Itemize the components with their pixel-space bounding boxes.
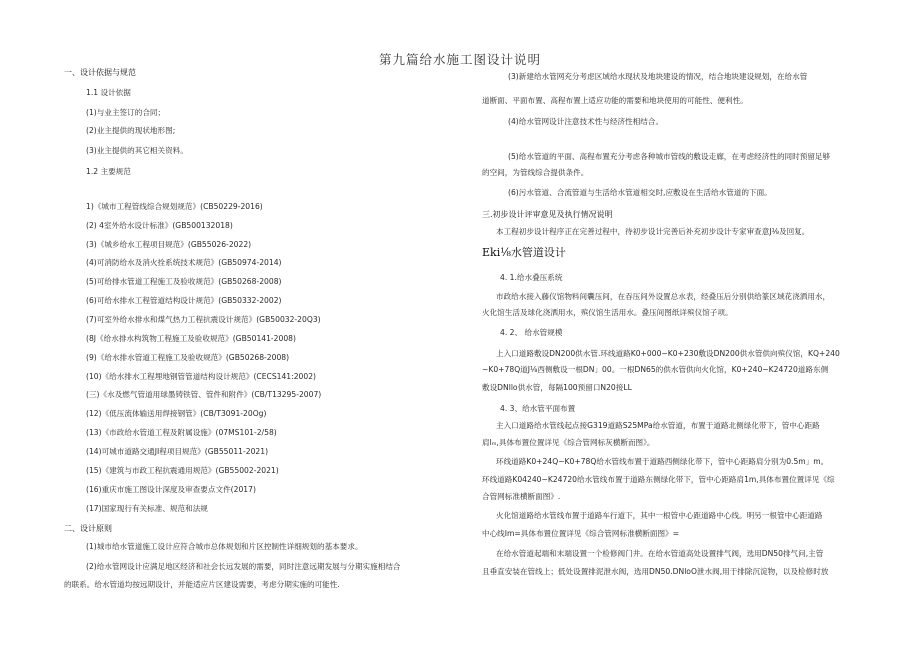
standard-item: (16)重庆市施工图设计深度及审查要点文件(2017) [86,485,256,494]
text-line: (1)与业主签订的合同； [86,108,166,117]
section-heading-2: 二、设计原则 [64,524,112,533]
text-line: 中心线Im=具体布置位置详见《综合管网标准横断面图》= [482,529,680,538]
text-line: 的联系。给水管道均按远期设计，并能适应片区建设需要，考虑分期实施的可能性. [64,580,340,589]
text-line: 且垂直安装在管线上；低处设置排泥泄水阀，选用DN50.DNloO泄水阀,用于排除沉淀物，以及检修时放 [482,567,829,576]
text-line: (1)城市给水管道施工设计应符合城市总体规划和片区控制性详细规划的基本要求。 [86,542,363,551]
text-line: 火化馆生活及球化浇洒用水，殡仪馆生活用水。叠压间图纸详殡仪馆子项。 [482,308,733,317]
section-heading-3: 三.初步设计评审意见及执行情况说明 [482,210,613,219]
standard-item: (6)可给水排水工程管道结构设计规范》(GB50332-2002) [86,296,282,305]
text-line: (5)给水管道的平面、高程布置充分考虑各种城市管线的敷设走廊，在考虑经济性的同时预留足够 [508,152,831,161]
text-line: (3)业主提供的其它相关资料。 [86,146,188,155]
standard-item: (17)国家现行有关标准、规范和法规 [86,504,208,513]
text-line: 火化馆道路给水管线布置于道路车行道下，其中一根管中心距道路中心线。明另一根管中心距道路 [496,511,823,520]
standard-item: (12)《低压流体输送用焊接钢管》(CB/T3091-20Og) [86,409,267,418]
text-line: 主入口道路给水管线起点接G319道路S25MPa给水管道，布置于道路北侧绿化带下，管中心距路 [496,421,820,430]
text-line: 市政给水接入藤仪馆物料间囊压间，在吞压间外设置总水表，经叠压后分别供给篆区域花浇洒用水， [496,292,831,301]
document-title: 第九篇给水施工图设计说明 [378,52,541,67]
section-heading-1: 一、设计依据与规范 [64,68,136,77]
subsection-1-1: 1.1 设计依据 [86,88,131,97]
text-line: 敷设DNllo供水管，每隔100预留口N20接LL [482,383,632,392]
standard-item: (14)可城市道路交通JI程项目规范》(GB55011-2021) [86,447,269,456]
standard-item: (10)《给水排水工程埋地钢管管道结构设计规范》(CECS141:2002) [86,372,316,381]
standard-item: 1)《城市工程管线综合规划规范》(CB50229-2016) [86,202,263,211]
text-line: 合管网标准横断面图》. [482,492,561,501]
text-line: 上入口道路敷设DN200供水管.环线道路K0+000~K0+230敷设DN200供水管供向殡仪馆，KQ+240 [496,349,840,358]
subsection-4-2: 4. 2、 给水管规模 [500,328,563,337]
standard-item: (2) 4室外给水设计标准》(GB500132018) [86,221,233,230]
text-line: 的空间，为管线综合提供条件。 [482,168,589,177]
standard-item: (5)可给排水管道工程施工及验收规范》(GB50268-2008) [86,277,282,286]
subsection-4-3: 4. 3、给水管平面布置 [500,404,576,413]
text-line: (4)给水管网设计注意技术性与经济性相结合。 [508,117,664,126]
subsection-1-2: 1.2 主要规范 [86,167,131,176]
standard-item: (9)《给水排水管道工程施工及验收规范》(GB50268-2008) [86,353,290,362]
standard-item: (三)《水及燃气管道用球墨铸铁管、管件和附件》(CB/T13295-2007) [86,390,322,399]
standard-item: (4)可消防给水及消火拴系统技术规范》(GB50974-2014) [86,258,282,267]
text-line: ~K0+78Q道J⅛西侧敷设一根DN」00。一根DN65的供水管供向火化馆，K0+240~K24720道路东侧 [482,365,829,374]
section-heading-4: Eki⅛水管道设计 [482,246,566,259]
text-line: (6)污水管道、合流管道与生活给水管道相交时,应敷设在生活给水管道的下面。 [508,188,772,197]
text-line: 道断面、平面布置、高程布置上适应功能的需要和地块使用的可能性、便利性。 [482,96,748,105]
subsection-4-1: 4. 1.给水叠压系统 [500,273,563,282]
text-line: (3)新建给水管网充分考虑区域给水现状及地块建设的情况，结合地块建设规划，在给水管 [508,72,808,81]
text-line: 环线道路K0+24Q~K0+78Q给水管线布置于道路西侧绿化带下，管中心距路肩分别为0.5m」m。 [496,457,829,466]
text-line: 环线道路K04240~K24720给水管线布置于道路东侧绿化带下，管中心距路肩1m,具体布置位置详见《综 [482,475,835,484]
standard-item: (3)《城乡给水工程项目规范》(GB55026-2022) [86,240,252,249]
text-line: (2)给水管网设计应满足地区经济和社会长远发展的需要，同时注意远期发展与分期实施相结合 [86,562,401,571]
standard-item: (8J《给水排水构筑物工程施工及验收规范》(GB50141-2008) [86,334,296,343]
standard-item: (15)《建筑与市政工程抗震通用规范》(GB55002-2021) [86,466,279,475]
text-line: 肩lₘ,具体布置位置详见《综合管网标灰横断而图》。 [482,438,655,447]
standard-item: (13)《市政给水管道工程及附属设施》(07MS101-2/58) [86,428,277,437]
text-line: 在给水管道起端和末端设置一个检修阀门井。在给水管道高处设置排气阀，选用DN50排气问,主管 [496,549,824,558]
text-line: (2)业主提供的现状地形图; [86,126,176,135]
text-line: 本工程初步设计程序正在完善过程中，待初步设计完善后补充初步设计专家审查意J⅛及回复。 [496,227,810,236]
standard-item: (7)可室外给水排水和煤气热力工程抗震设计规范》(GB50032-20Q3) [86,315,321,324]
